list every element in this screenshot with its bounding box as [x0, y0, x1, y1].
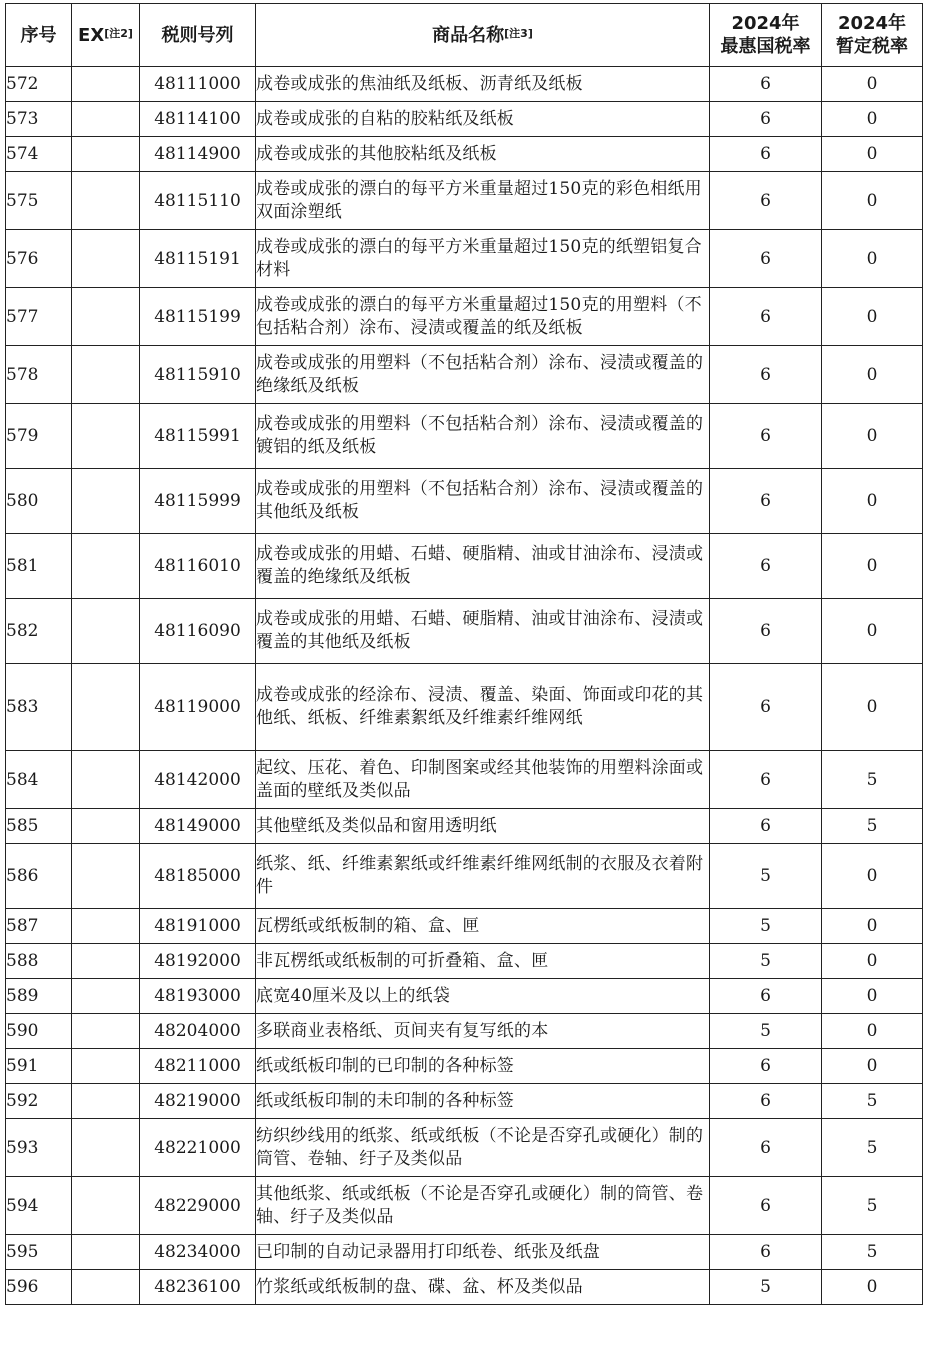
table-row	[6, 979, 923, 1014]
product-name-cell: 已印制的自动记录器用打印纸卷、纸张及纸盘	[256, 1235, 710, 1270]
tariff-code-cell: 48185000	[140, 844, 256, 909]
seq-cell: 583	[6, 664, 72, 751]
tariff-code-cell: 48204000	[140, 1014, 256, 1049]
tariff-code-cell: 48193000	[140, 979, 256, 1014]
product-name-cell: 成卷或成张的焦油纸及纸板、沥青纸及纸板	[256, 67, 710, 102]
table-row	[6, 844, 923, 909]
table-row	[6, 404, 923, 469]
table-row	[6, 1014, 923, 1049]
table-header-row	[6, 4, 923, 67]
seq-cell: 577	[6, 288, 72, 346]
ex-cell	[72, 1235, 140, 1270]
seq-cell: 572	[6, 67, 72, 102]
product-name-cell: 成卷或成张的用塑料（不包括粘合剂）涂布、浸渍或覆盖的镀铝的纸及纸板	[256, 404, 710, 469]
product-name-cell: 竹浆纸或纸板制的盘、碟、盆、杯及类似品	[256, 1270, 710, 1305]
mfn-rate-cell: 6	[710, 102, 822, 137]
ex-cell	[72, 599, 140, 664]
ex-cell	[72, 137, 140, 172]
provisional-rate-cell: 0	[822, 102, 923, 137]
product-name-cell: 多联商业表格纸、页间夹有复写纸的本	[256, 1014, 710, 1049]
tariff-code-cell: 48149000	[140, 809, 256, 844]
ex-cell	[72, 844, 140, 909]
product-name-cell: 成卷或成张的用塑料（不包括粘合剂）涂布、浸渍或覆盖的其他纸及纸板	[256, 469, 710, 534]
tariff-code-cell: 48115991	[140, 404, 256, 469]
tariff-code-cell: 48114900	[140, 137, 256, 172]
table-row	[6, 909, 923, 944]
header-mfn-rate: 2024年 最惠国税率	[710, 4, 822, 67]
ex-cell	[72, 909, 140, 944]
ex-cell	[72, 1084, 140, 1119]
provisional-rate-cell: 0	[822, 1049, 923, 1084]
seq-cell: 584	[6, 751, 72, 809]
mfn-rate-cell: 5	[710, 909, 822, 944]
seq-cell: 588	[6, 944, 72, 979]
tariff-code-cell: 48229000	[140, 1177, 256, 1235]
seq-cell: 590	[6, 1014, 72, 1049]
seq-cell: 580	[6, 469, 72, 534]
table-row	[6, 172, 923, 230]
mfn-rate-cell: 6	[710, 137, 822, 172]
product-name-cell: 起纹、压花、着色、印制图案或经其他装饰的用塑料涂面或盖面的壁纸及类似品	[256, 751, 710, 809]
seq-cell: 585	[6, 809, 72, 844]
mfn-rate-cell: 6	[710, 172, 822, 230]
seq-cell: 595	[6, 1235, 72, 1270]
tariff-code-cell: 48234000	[140, 1235, 256, 1270]
ex-cell	[72, 404, 140, 469]
table-row	[6, 1177, 923, 1235]
seq-cell: 596	[6, 1270, 72, 1305]
ex-cell	[72, 751, 140, 809]
mfn-rate-cell: 6	[710, 809, 822, 844]
product-name-cell: 纸浆、纸、纤维素絮纸或纤维素纤维网纸制的衣服及衣着附件	[256, 844, 710, 909]
table-row	[6, 288, 923, 346]
ex-cell	[72, 346, 140, 404]
ex-cell	[72, 67, 140, 102]
seq-cell: 589	[6, 979, 72, 1014]
ex-cell	[72, 102, 140, 137]
product-name-cell: 底宽40厘米及以上的纸袋	[256, 979, 710, 1014]
provisional-rate-cell: 0	[822, 534, 923, 599]
table-row	[6, 751, 923, 809]
tariff-code-cell: 48119000	[140, 664, 256, 751]
seq-cell: 594	[6, 1177, 72, 1235]
seq-cell: 587	[6, 909, 72, 944]
tariff-code-cell: 48191000	[140, 909, 256, 944]
seq-cell: 574	[6, 137, 72, 172]
provisional-rate-cell: 5	[822, 1235, 923, 1270]
mfn-rate-cell: 6	[710, 346, 822, 404]
table-row	[6, 1270, 923, 1305]
ex-cell	[72, 809, 140, 844]
table-row	[6, 1049, 923, 1084]
table-row	[6, 664, 923, 751]
mfn-rate-cell: 6	[710, 230, 822, 288]
product-name-cell: 成卷或成张的自粘的胶粘纸及纸板	[256, 102, 710, 137]
product-name-cell: 成卷或成张的漂白的每平方米重量超过150克的用塑料（不包括粘合剂）涂布、浸渍或覆盖的纸及纸板	[256, 288, 710, 346]
mfn-rate-cell: 5	[710, 1014, 822, 1049]
ex-cell	[72, 1014, 140, 1049]
table-row	[6, 346, 923, 404]
seq-cell: 573	[6, 102, 72, 137]
mfn-rate-cell: 6	[710, 1049, 822, 1084]
table-row	[6, 534, 923, 599]
product-name-cell: 其他纸浆、纸或纸板（不论是否穿孔或硬化）制的筒管、卷轴、纡子及类似品	[256, 1177, 710, 1235]
mfn-rate-cell: 5	[710, 944, 822, 979]
provisional-rate-cell: 0	[822, 67, 923, 102]
provisional-rate-cell: 0	[822, 1014, 923, 1049]
product-name-cell: 成卷或成张的用塑料（不包括粘合剂）涂布、浸渍或覆盖的绝缘纸及纸板	[256, 346, 710, 404]
provisional-rate-cell: 0	[822, 599, 923, 664]
ex-cell	[72, 664, 140, 751]
provisional-rate-cell: 0	[822, 469, 923, 534]
table-row	[6, 599, 923, 664]
table-row	[6, 1235, 923, 1270]
mfn-rate-cell: 6	[710, 1235, 822, 1270]
seq-cell: 578	[6, 346, 72, 404]
tariff-code-cell: 48115910	[140, 346, 256, 404]
product-name-cell: 成卷或成张的其他胶粘纸及纸板	[256, 137, 710, 172]
product-name-cell: 成卷或成张的经涂布、浸渍、覆盖、染面、饰面或印花的其他纸、纸板、纤维素絮纸及纤维素纤维网纸	[256, 664, 710, 751]
provisional-rate-cell: 0	[822, 664, 923, 751]
mfn-rate-cell: 6	[710, 534, 822, 599]
mfn-rate-cell: 6	[710, 664, 822, 751]
table-row	[6, 469, 923, 534]
seq-cell: 593	[6, 1119, 72, 1177]
mfn-rate-cell: 6	[710, 404, 822, 469]
product-name-cell: 瓦楞纸或纸板制的箱、盒、匣	[256, 909, 710, 944]
provisional-rate-cell: 5	[822, 1177, 923, 1235]
mfn-rate-cell: 6	[710, 67, 822, 102]
header-ex: EX[注2]	[72, 4, 140, 67]
tariff-table	[5, 3, 923, 1305]
seq-cell: 591	[6, 1049, 72, 1084]
mfn-rate-cell: 6	[710, 469, 822, 534]
tariff-code-cell: 48221000	[140, 1119, 256, 1177]
tariff-code-cell: 48211000	[140, 1049, 256, 1084]
table-row	[6, 137, 923, 172]
product-name-cell: 成卷或成张的用蜡、石蜡、硬脂精、油或甘油涂布、浸渍或覆盖的其他纸及纸板	[256, 599, 710, 664]
provisional-rate-cell: 0	[822, 909, 923, 944]
provisional-rate-cell: 0	[822, 172, 923, 230]
product-name-cell: 纺织纱线用的纸浆、纸或纸板（不论是否穿孔或硬化）制的筒管、卷轴、纡子及类似品	[256, 1119, 710, 1177]
tariff-code-cell: 48192000	[140, 944, 256, 979]
provisional-rate-cell: 5	[822, 1119, 923, 1177]
mfn-rate-cell: 6	[710, 979, 822, 1014]
header-ex-note: [注2]	[104, 26, 133, 40]
ex-cell	[72, 944, 140, 979]
seq-cell: 575	[6, 172, 72, 230]
tariff-code-cell: 48116090	[140, 599, 256, 664]
tariff-code-cell: 48111000	[140, 67, 256, 102]
product-name-cell: 成卷或成张的漂白的每平方米重量超过150克的纸塑铝复合材料	[256, 230, 710, 288]
header-name: 商品名称[注3]	[256, 4, 710, 67]
table-row	[6, 1084, 923, 1119]
seq-cell: 592	[6, 1084, 72, 1119]
mfn-rate-cell: 6	[710, 1084, 822, 1119]
provisional-rate-cell: 0	[822, 137, 923, 172]
ex-cell	[72, 1119, 140, 1177]
header-code: 税则号列	[140, 4, 256, 67]
seq-cell: 579	[6, 404, 72, 469]
provisional-rate-cell: 5	[822, 1084, 923, 1119]
ex-cell	[72, 979, 140, 1014]
ex-cell	[72, 288, 140, 346]
product-name-cell: 纸或纸板印制的未印制的各种标签	[256, 1084, 710, 1119]
product-name-cell: 纸或纸板印制的已印制的各种标签	[256, 1049, 710, 1084]
ex-cell	[72, 230, 140, 288]
header-name-note: [注3]	[504, 26, 533, 40]
provisional-rate-cell: 0	[822, 346, 923, 404]
tariff-code-cell: 48114100	[140, 102, 256, 137]
header-seq: 序号	[6, 4, 72, 67]
tariff-code-cell: 48115110	[140, 172, 256, 230]
product-name-cell: 其他壁纸及类似品和窗用透明纸	[256, 809, 710, 844]
mfn-rate-cell: 6	[710, 599, 822, 664]
provisional-rate-cell: 0	[822, 230, 923, 288]
table-row	[6, 102, 923, 137]
mfn-rate-cell: 6	[710, 288, 822, 346]
ex-cell	[72, 1049, 140, 1084]
tariff-code-cell: 48115191	[140, 230, 256, 288]
table-row	[6, 67, 923, 102]
tariff-page	[5, 3, 922, 1305]
seq-cell: 581	[6, 534, 72, 599]
ex-cell	[72, 469, 140, 534]
provisional-rate-cell: 0	[822, 288, 923, 346]
seq-cell: 586	[6, 844, 72, 909]
provisional-rate-cell: 5	[822, 751, 923, 809]
table-row	[6, 230, 923, 288]
table-row	[6, 1119, 923, 1177]
ex-cell	[72, 172, 140, 230]
tariff-code-cell: 48142000	[140, 751, 256, 809]
ex-cell	[72, 1177, 140, 1235]
provisional-rate-cell: 5	[822, 809, 923, 844]
provisional-rate-cell: 0	[822, 404, 923, 469]
product-name-cell: 非瓦楞纸或纸板制的可折叠箱、盒、匣	[256, 944, 710, 979]
tariff-code-cell: 48219000	[140, 1084, 256, 1119]
seq-cell: 582	[6, 599, 72, 664]
tariff-code-cell: 48116010	[140, 534, 256, 599]
ex-cell	[72, 534, 140, 599]
product-name-cell: 成卷或成张的用蜡、石蜡、硬脂精、油或甘油涂布、浸渍或覆盖的绝缘纸及纸板	[256, 534, 710, 599]
ex-cell	[72, 1270, 140, 1305]
seq-cell: 576	[6, 230, 72, 288]
tariff-code-cell: 48115999	[140, 469, 256, 534]
tariff-code-cell: 48236100	[140, 1270, 256, 1305]
mfn-rate-cell: 6	[710, 751, 822, 809]
table-row	[6, 809, 923, 844]
mfn-rate-cell: 6	[710, 1177, 822, 1235]
table-row	[6, 944, 923, 979]
tariff-code-cell: 48115199	[140, 288, 256, 346]
provisional-rate-cell: 0	[822, 979, 923, 1014]
header-provisional-rate: 2024年 暂定税率	[822, 4, 923, 67]
provisional-rate-cell: 0	[822, 944, 923, 979]
mfn-rate-cell: 6	[710, 1119, 822, 1177]
mfn-rate-cell: 5	[710, 844, 822, 909]
provisional-rate-cell: 0	[822, 1270, 923, 1305]
product-name-cell: 成卷或成张的漂白的每平方米重量超过150克的彩色相纸用双面涂塑纸	[256, 172, 710, 230]
mfn-rate-cell: 5	[710, 1270, 822, 1305]
provisional-rate-cell: 0	[822, 844, 923, 909]
